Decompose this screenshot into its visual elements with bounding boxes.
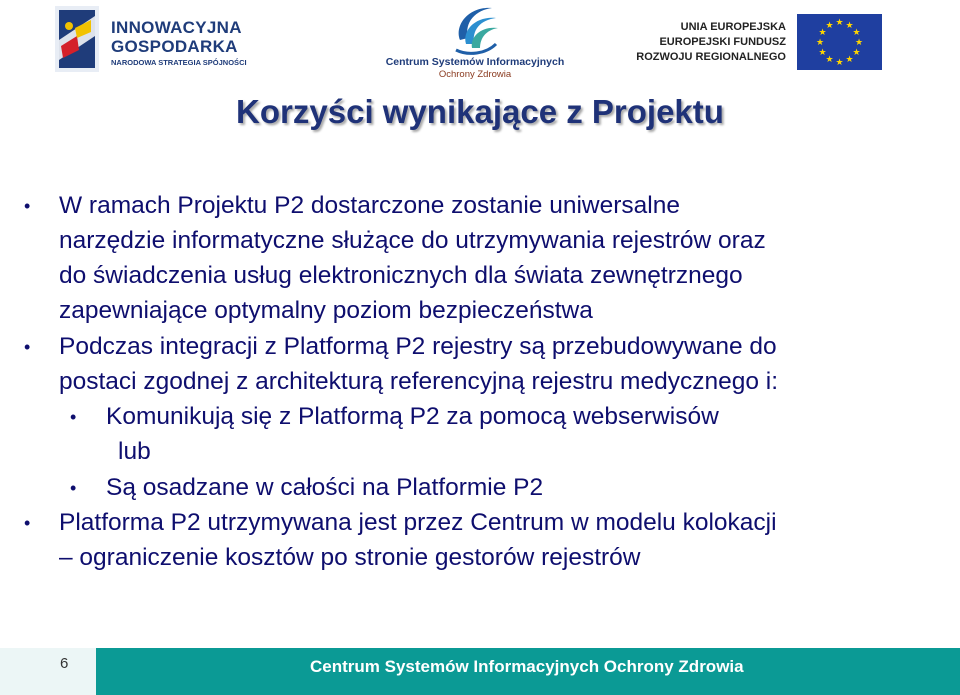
slide-title: Korzyści wynikające z Projektu	[236, 93, 724, 130]
csioz-swirl-icon	[450, 0, 500, 58]
svg-text:★: ★	[835, 18, 844, 28]
body-line: W ramach Projektu P2 dostarczone zostanie uniwersalne	[59, 192, 680, 219]
page-number: 6	[60, 655, 69, 672]
svg-text:★: ★	[825, 21, 834, 31]
body-line: postaci zgodnej z architekturą referencyjną rejestru medycznego i:	[59, 368, 779, 395]
body-line: zapewniające optymalny poziom bezpieczeństwa	[59, 297, 593, 324]
innowacyjna-gospodarka-emblem-icon	[55, 6, 99, 72]
innowacyjna-gospodarka-logo	[55, 6, 270, 72]
body-line: lub	[118, 438, 151, 465]
eu-logo-line2: EUROPEJSKI FUNDUSZ	[659, 36, 786, 48]
footer-text: Centrum Systemów Informacyjnych Ochrony Zdrowia	[310, 657, 744, 676]
logo-text-line3: NARODOWA STRATEGIA SPÓJNOŚCI	[111, 58, 247, 67]
eu-flag-icon	[797, 14, 882, 70]
body-line: Platforma P2 utrzymywana jest przez Centrum w modelu kolokacji	[59, 509, 777, 536]
svg-text:★: ★	[854, 38, 864, 48]
csioz-subtitle: Ochrony Zdrowia	[438, 69, 512, 80]
sub-bullet-icon: •	[70, 478, 77, 498]
eu-logo-line1: UNIA EUROPEJSKA	[680, 21, 786, 33]
body-line: Są osadzane w całości na Platformie P2	[106, 474, 544, 501]
svg-text:★: ★	[852, 28, 861, 38]
bullet-icon: •	[24, 337, 31, 357]
svg-text:★: ★	[818, 48, 827, 58]
body-line: Podczas integracji z Platformą P2 rejestry są przebudowywane do	[59, 333, 777, 360]
body-line: Komunikują się z Platformą P2 za pomocą webserwisów	[106, 403, 719, 430]
svg-text:★: ★	[845, 55, 854, 65]
svg-text:★: ★	[818, 28, 827, 38]
body-line: do świadczenia usług elektronicznych dla świata zewnętrznego	[59, 262, 743, 289]
bullet-icon: •	[24, 513, 31, 533]
svg-text:★: ★	[815, 38, 825, 48]
logo-text-line1: INNOWACYJNA	[111, 18, 242, 37]
svg-text:★: ★	[825, 55, 834, 65]
csioz-logo	[375, 0, 575, 82]
svg-text:★: ★	[845, 21, 854, 31]
logo-text-line2: GOSPODARKA	[111, 37, 238, 56]
bullet-icon: •	[24, 196, 31, 216]
svg-text:★: ★	[852, 48, 861, 58]
body-line: narzędzie informatyczne służące do utrzymywania rejestrów oraz	[59, 227, 766, 254]
eu-fund-logo	[636, 14, 890, 72]
body-line: – ograniczenie kosztów po stronie gestorów rejestrów	[59, 544, 641, 571]
eu-logo-line3: ROZWOJU REGIONALNEGO	[636, 51, 786, 63]
sub-bullet-icon: •	[70, 407, 77, 427]
svg-text:★: ★	[835, 58, 844, 68]
csioz-name: Centrum Systemów Informacyjnych	[385, 56, 565, 68]
